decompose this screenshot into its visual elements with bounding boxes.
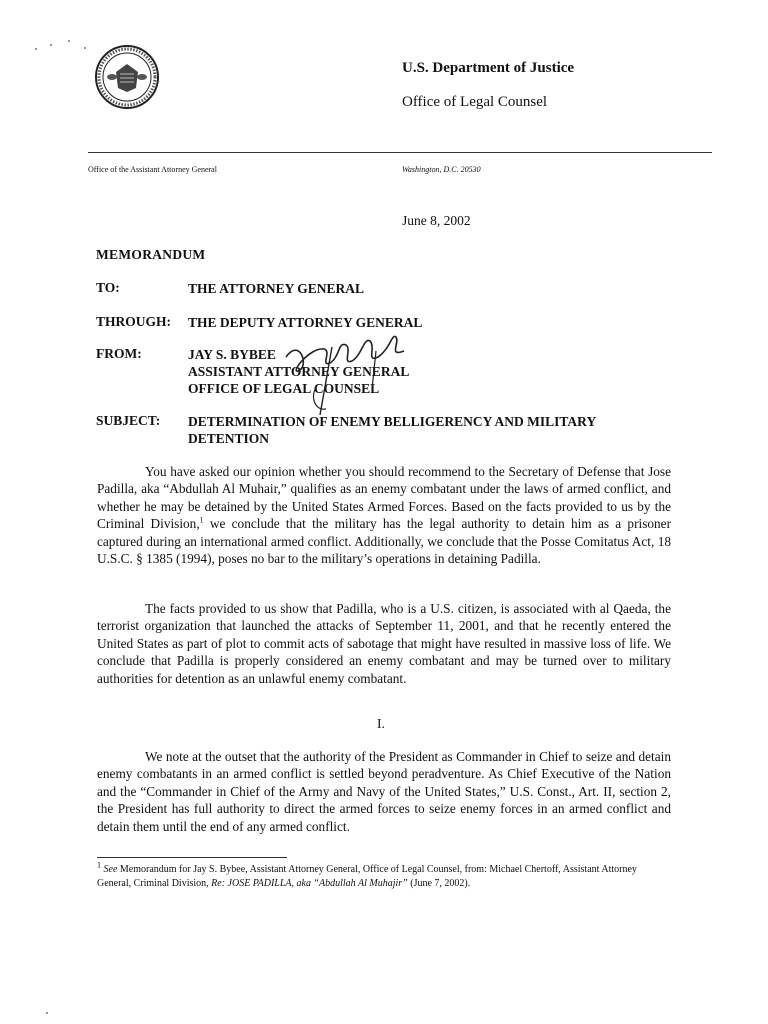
- paragraph-2: The facts provided to us show that Padilla, who is a U.S. citizen, is associated with al Qaeda, the terrorist organization that launched the attacks of September 11, 2001, and that he recently entered the United States as part of plot to commit acts of sabotage that might have resulted in massive loss of life. We conclude that Padilla is properly considered an enemy combatant and may be turned over to military authorities for detention as an unlawful enemy combatant.: [97, 601, 671, 686]
- subject-value: DETERMINATION OF ENEMY BELLIGERENCY AND MILITARY DETENTION: [188, 414, 596, 446]
- from-block: [188, 346, 658, 397]
- from-name: JAY S. BYBEE: [188, 347, 276, 362]
- memo-date: June 8, 2002: [402, 213, 471, 228]
- department-name: U.S. Department of Justice: [402, 60, 575, 76]
- handwritten-signature: [280, 327, 420, 417]
- section-heading: I.: [377, 716, 385, 731]
- footnote: $^1$ See Memorandum for Jay S. Bybee, Assistant Attorney General, Office of Legal Counsel, from: Michael Chertoff, Assistant Attorney General, Criminal Division, Re: JOSE PADILLA, aka “Abdullah Al Muhajir” (June 7, 2002).: [97, 860, 637, 889]
- to-value: THE ATTORNEY GENERAL: [188, 281, 365, 296]
- office-name: Office of Legal Counsel: [402, 94, 548, 110]
- doj-seal-icon: [94, 44, 160, 110]
- office-subheader: Office of the Assistant Attorney General: [88, 165, 217, 174]
- footnote-ref: 1: [199, 515, 204, 525]
- through-label: THROUGH:: [96, 314, 172, 329]
- from-title: ASSISTANT ATTORNEY GENERAL: [188, 364, 410, 379]
- to-label: TO:: [96, 280, 120, 295]
- from-office: OFFICE OF LEGAL COUNSEL: [188, 381, 380, 396]
- paragraph-1: You have asked our opinion whether you should recommend to the Secretary of Defense that Jose Padilla, aka “Abdullah Al Muhair,” qualifies as an enemy combatant under the laws of armed conflict, and whether he may be detained by the United States Armed Forces. Based on the facts provided to us by the Criminal Division,$^1$ we conclude that the military has the legal authority to detain him as a prisoner captured during an international armed conflict. Additionally, we conclude that the Posse Comitatus Act, 18 U.S.C. § 1385 (1994), poses no bar to the military’s operations in detaining Padilla.: [97, 464, 671, 567]
- location-subheader: Washington, D.C. 20530: [402, 165, 481, 174]
- memo-title: MEMORANDUM: [96, 247, 206, 262]
- from-label: FROM:: [96, 346, 142, 361]
- footnote-rule: [97, 857, 287, 858]
- subject-label: SUBJECT:: [96, 413, 161, 428]
- header-rule: [88, 152, 712, 153]
- paragraph-3: We note at the outset that the authority of the President as Commander in Chief to seize and detain enemy combatants in an armed conflict is settled beyond peradventure. As Chief Executive of the Nation and the “Commander in Chief of the Army and Navy of the United States,” U.S. Const., Art. II, section 2, the President has full authority to direct the armed forces to seize enemy forces in an armed conflict and detain them until the end of any armed conflict.: [97, 749, 671, 834]
- through-value: THE DEPUTY ATTORNEY GENERAL: [188, 315, 423, 330]
